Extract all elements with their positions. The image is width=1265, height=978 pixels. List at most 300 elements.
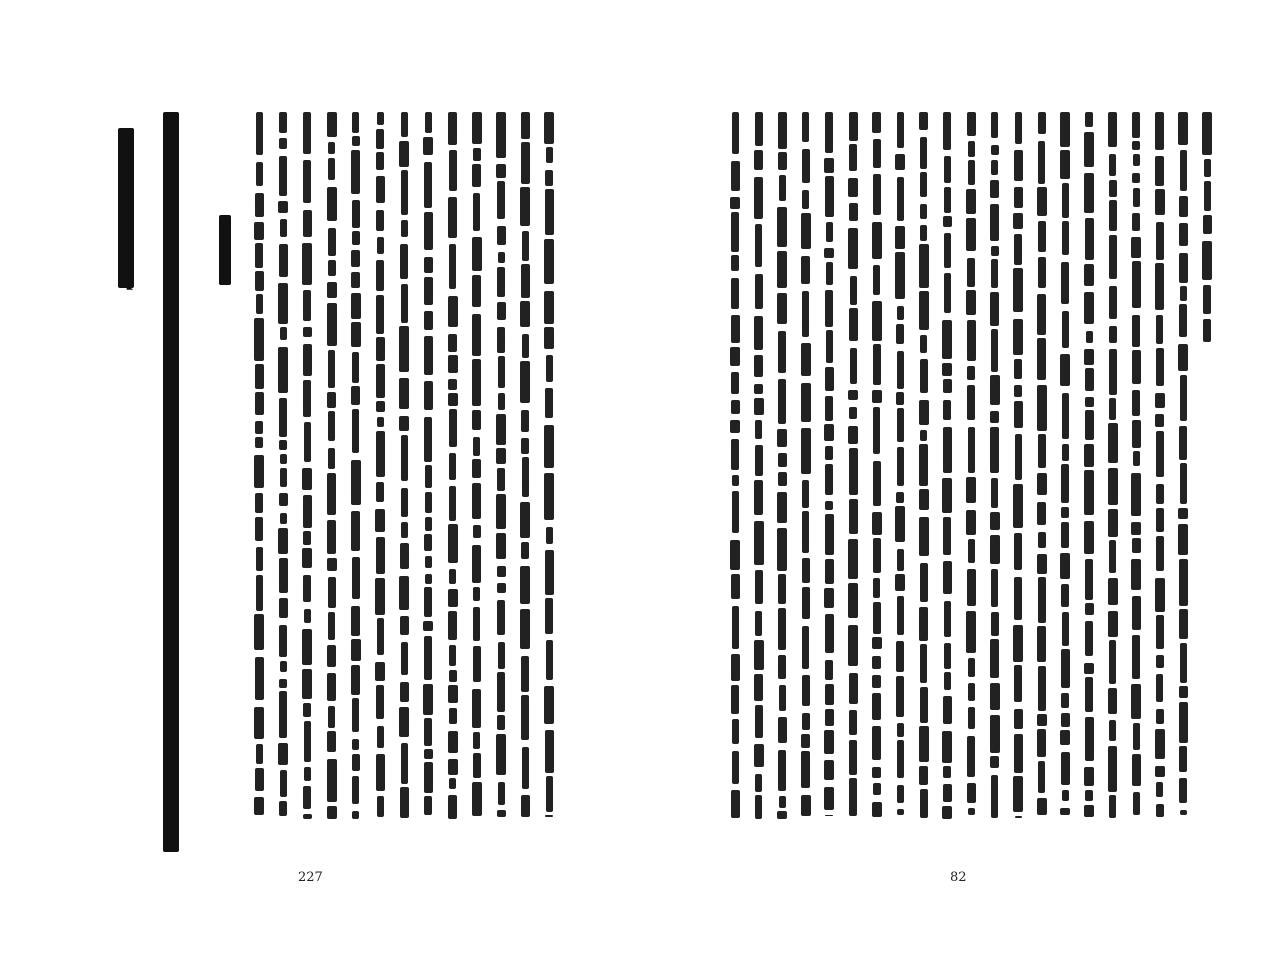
glyph-run	[942, 363, 952, 376]
glyph-run	[731, 400, 740, 415]
glyph-run	[991, 612, 999, 636]
glyph-run	[351, 639, 361, 661]
glyph-run	[1085, 621, 1093, 656]
glyph-run	[1132, 261, 1141, 307]
glyph-run	[968, 539, 975, 563]
glyph-run	[731, 654, 740, 681]
glyph-run	[1108, 468, 1118, 505]
text-column	[470, 112, 484, 822]
glyph-run	[1014, 187, 1023, 208]
glyph-run	[801, 734, 810, 748]
glyph-run	[754, 384, 763, 394]
glyph-run	[328, 577, 336, 608]
glyph-run	[279, 112, 287, 133]
glyph-run	[545, 388, 553, 418]
glyph-run	[873, 265, 880, 296]
glyph-run	[279, 801, 287, 816]
glyph-run	[399, 707, 409, 737]
text-column	[1011, 112, 1025, 822]
right-page	[632, 0, 1265, 978]
glyph-run	[1132, 141, 1140, 151]
glyph-run	[1061, 649, 1070, 688]
glyph-run	[328, 228, 336, 256]
glyph-run	[327, 731, 336, 753]
glyph-run	[730, 197, 740, 209]
glyph-run	[1178, 508, 1188, 519]
glyph-run	[376, 337, 385, 361]
glyph-run	[825, 660, 833, 681]
glyph-run	[991, 112, 998, 138]
glyph-run	[801, 213, 811, 250]
glyph-run	[1060, 150, 1070, 179]
glyph-run	[473, 437, 480, 456]
glyph-run	[968, 658, 975, 677]
glyph-run	[473, 587, 480, 602]
glyph-run	[497, 267, 505, 298]
glyph-run	[848, 228, 858, 269]
glyph-run	[919, 112, 928, 130]
glyph-run	[377, 417, 384, 427]
glyph-run	[376, 210, 384, 231]
glyph-run	[1060, 808, 1070, 815]
glyph-run	[1084, 292, 1094, 324]
glyph-run	[449, 150, 457, 192]
glyph-run	[920, 644, 927, 684]
glyph-run	[1084, 470, 1094, 514]
text-column	[1153, 112, 1167, 822]
glyph-run	[1038, 141, 1045, 184]
glyph-run	[895, 506, 905, 542]
glyph-run	[521, 142, 530, 185]
glyph-run	[1156, 348, 1164, 387]
glyph-run	[873, 578, 880, 598]
glyph-run	[730, 347, 740, 366]
glyph-run	[498, 642, 505, 669]
glyph-run	[1013, 484, 1023, 528]
glyph-run	[424, 636, 432, 679]
glyph-run	[327, 645, 336, 667]
glyph-run	[1085, 112, 1093, 127]
text-column	[1058, 112, 1072, 822]
glyph-run	[943, 561, 952, 594]
glyph-run	[848, 625, 858, 665]
glyph-run	[377, 796, 384, 817]
glyph-run	[278, 528, 288, 554]
glyph-run	[872, 390, 882, 403]
glyph-run	[280, 513, 287, 524]
glyph-run	[872, 726, 881, 760]
glyph-run	[327, 558, 337, 571]
text-column	[1106, 112, 1120, 822]
glyph-run	[256, 162, 263, 186]
glyph-run	[1085, 368, 1094, 391]
glyph-run	[328, 411, 335, 441]
glyph-run	[1131, 522, 1141, 535]
glyph-run	[896, 676, 904, 717]
glyph-run	[255, 768, 264, 791]
glyph-run	[731, 255, 739, 271]
glyph-run	[754, 480, 763, 515]
glyph-run	[1013, 319, 1023, 355]
glyph-run	[521, 656, 529, 693]
glyph-run	[944, 601, 951, 638]
glyph-run	[472, 782, 482, 816]
glyph-run	[897, 306, 904, 321]
glyph-run	[1156, 315, 1163, 344]
glyph-run	[991, 145, 999, 155]
glyph-run	[755, 611, 762, 636]
glyph-run	[1132, 420, 1141, 448]
chapter-heading	[160, 112, 182, 852]
glyph-run	[448, 524, 458, 563]
glyph-run	[825, 446, 833, 460]
glyph-run	[919, 607, 928, 641]
glyph-run	[1038, 577, 1046, 622]
glyph-run	[849, 673, 858, 705]
glyph-run	[448, 379, 457, 390]
glyph-run	[991, 329, 998, 372]
glyph-run	[303, 290, 311, 322]
glyph-run	[779, 175, 786, 202]
glyph-run	[1155, 189, 1165, 215]
glyph-run	[399, 326, 409, 372]
glyph-run	[327, 759, 337, 802]
glyph-run	[279, 558, 288, 594]
glyph-run	[849, 203, 858, 221]
glyph-run	[449, 645, 456, 666]
glyph-run	[1015, 434, 1022, 480]
glyph-run	[473, 732, 480, 749]
glyph-run	[1131, 684, 1141, 719]
glyph-run	[990, 180, 999, 199]
glyph-run	[1061, 713, 1070, 727]
glyph-run	[352, 739, 359, 751]
glyph-run	[425, 574, 432, 584]
glyph-run	[896, 324, 904, 344]
glyph-run	[424, 336, 433, 374]
text-column	[728, 112, 742, 822]
glyph-run	[1179, 609, 1188, 640]
glyph-run	[990, 683, 1000, 710]
glyph-run	[942, 806, 952, 819]
glyph-run	[777, 528, 787, 571]
glyph-run	[424, 162, 432, 207]
glyph-run	[520, 502, 530, 538]
glyph-run	[1179, 559, 1188, 605]
glyph-run	[967, 112, 976, 136]
glyph-run	[1180, 286, 1187, 301]
glyph-run	[778, 379, 786, 424]
glyph-run	[801, 343, 811, 376]
glyph-run	[328, 142, 335, 154]
glyph-run	[522, 334, 529, 358]
glyph-run	[1109, 154, 1116, 177]
glyph-run	[824, 424, 834, 441]
glyph-run	[873, 783, 881, 795]
glyph-run	[498, 252, 505, 263]
glyph-run	[544, 291, 554, 324]
glyph-run	[545, 189, 554, 234]
glyph-run	[424, 257, 433, 273]
glyph-run	[1204, 181, 1211, 211]
glyph-run	[1132, 213, 1140, 231]
glyph-run	[801, 383, 811, 422]
glyph-run	[824, 730, 834, 754]
glyph-run	[497, 566, 506, 578]
glyph-run	[255, 517, 263, 541]
glyph-run	[968, 808, 975, 815]
glyph-run	[1037, 502, 1046, 525]
glyph-run	[1202, 112, 1212, 155]
glyph-run	[521, 795, 530, 817]
glyph-run	[967, 569, 976, 605]
glyph-run	[732, 491, 739, 534]
glyph-run	[424, 762, 433, 794]
glyph-run	[1131, 237, 1141, 259]
glyph-run	[1037, 798, 1047, 815]
glyph-run	[731, 161, 740, 192]
text-column	[1082, 112, 1096, 822]
glyph-run	[991, 569, 998, 607]
glyph-run	[1155, 414, 1164, 427]
glyph-run	[824, 158, 834, 173]
glyph-run	[472, 237, 482, 272]
glyph-run	[1108, 578, 1118, 605]
glyph-run	[401, 284, 408, 324]
glyph-run	[1108, 746, 1117, 793]
glyph-run	[849, 407, 857, 419]
glyph-run	[1085, 677, 1093, 712]
glyph-run	[352, 352, 359, 383]
glyph-run	[280, 661, 287, 672]
glyph-run	[424, 796, 432, 815]
glyph-run	[327, 673, 336, 701]
glyph-run	[944, 672, 951, 690]
glyph-run	[256, 744, 263, 764]
glyph-run	[303, 160, 311, 204]
glyph-run	[777, 207, 787, 247]
glyph-run	[425, 517, 432, 531]
glyph-run	[375, 662, 385, 681]
glyph-run	[497, 715, 505, 730]
glyph-run	[778, 608, 786, 651]
glyph-run	[967, 320, 976, 360]
glyph-run	[732, 719, 739, 744]
glyph-run	[943, 112, 951, 150]
glyph-run	[376, 482, 384, 502]
glyph-run	[1133, 154, 1140, 166]
glyph-run	[399, 141, 409, 168]
glyph-run	[1156, 674, 1163, 702]
glyph-run	[351, 150, 360, 195]
glyph-run	[399, 416, 409, 431]
glyph-run	[328, 260, 336, 276]
glyph-run	[1156, 615, 1164, 649]
glyph-run	[449, 453, 456, 481]
glyph-run	[943, 379, 952, 393]
glyph-run	[966, 611, 976, 653]
glyph-run	[1061, 584, 1069, 607]
glyph-run	[496, 533, 506, 559]
glyph-run	[352, 754, 360, 771]
glyph-run	[801, 428, 811, 473]
glyph-run	[802, 675, 810, 707]
glyph-run	[1156, 508, 1164, 532]
glyph-run	[990, 292, 999, 327]
glyph-run	[328, 350, 335, 388]
glyph-run	[920, 563, 928, 602]
glyph-run	[1062, 221, 1069, 255]
glyph-run	[279, 598, 288, 618]
glyph-run	[351, 272, 360, 288]
glyph-run	[897, 809, 904, 815]
glyph-run	[920, 359, 928, 393]
glyph-run	[849, 710, 857, 735]
glyph-run	[755, 795, 762, 819]
glyph-run	[255, 437, 263, 448]
glyph-run	[754, 521, 764, 565]
glyph-run	[1156, 804, 1164, 817]
glyph-run	[327, 520, 336, 554]
glyph-run	[254, 707, 264, 739]
glyph-run	[943, 216, 952, 227]
glyph-run	[1038, 434, 1046, 469]
glyph-run	[473, 753, 481, 779]
glyph-run	[1084, 349, 1094, 366]
glyph-run	[919, 726, 929, 762]
glyph-run	[731, 790, 740, 818]
glyph-run	[448, 393, 458, 406]
glyph-run	[778, 655, 786, 679]
glyph-run	[1203, 215, 1212, 234]
glyph-run	[730, 420, 740, 433]
glyph-run	[990, 639, 999, 679]
glyph-run	[472, 689, 481, 727]
glyph-run	[1180, 463, 1187, 504]
glyph-run	[755, 112, 763, 146]
glyph-run	[966, 477, 976, 503]
glyph-run	[1061, 507, 1069, 518]
text-column	[846, 112, 860, 822]
glyph-run	[377, 112, 384, 125]
glyph-run	[1203, 319, 1211, 342]
glyph-run	[1179, 196, 1188, 217]
glyph-run	[872, 693, 881, 720]
glyph-run	[1084, 444, 1094, 468]
glyph-run	[498, 356, 505, 389]
glyph-run	[730, 540, 740, 570]
glyph-run	[302, 629, 312, 665]
glyph-run	[1179, 778, 1187, 803]
glyph-run	[1037, 294, 1046, 335]
glyph-run	[897, 549, 904, 571]
glyph-run	[424, 311, 433, 330]
section-bracket: 【	[117, 273, 134, 292]
glyph-run	[497, 583, 506, 593]
glyph-run	[1062, 183, 1069, 217]
glyph-run	[496, 112, 506, 158]
glyph-run	[1062, 393, 1069, 438]
glyph-run	[472, 359, 481, 405]
glyph-run	[496, 164, 506, 178]
glyph-run	[990, 535, 1000, 564]
glyph-run	[448, 685, 458, 703]
glyph-run	[1061, 522, 1069, 549]
glyph-run	[754, 316, 763, 351]
glyph-run	[424, 417, 432, 461]
glyph-run	[1108, 112, 1117, 147]
glyph-run	[849, 448, 858, 494]
glyph-run	[1155, 393, 1165, 408]
glyph-run	[1062, 612, 1069, 646]
glyph-run	[520, 566, 530, 605]
glyph-run	[754, 640, 764, 670]
glyph-run	[278, 201, 288, 213]
glyph-run	[919, 244, 929, 288]
glyph-run	[777, 251, 787, 288]
glyph-run	[1014, 533, 1022, 571]
glyph-run	[352, 698, 359, 732]
glyph-run	[449, 708, 457, 724]
glyph-run	[256, 112, 263, 155]
glyph-run	[448, 197, 457, 238]
glyph-run	[1131, 473, 1141, 515]
glyph-run	[401, 112, 408, 137]
glyph-run	[1014, 234, 1022, 265]
text-column	[397, 112, 411, 822]
glyph-run	[826, 222, 833, 243]
glyph-run	[520, 361, 530, 404]
glyph-run	[399, 576, 409, 610]
glyph-run	[1038, 112, 1046, 134]
glyph-run	[873, 139, 881, 168]
text-column	[494, 112, 508, 822]
glyph-run	[778, 472, 787, 486]
glyph-run	[449, 778, 456, 789]
glyph-run	[278, 347, 288, 392]
glyph-run	[872, 802, 882, 817]
glyph-run	[990, 375, 1000, 405]
glyph-run	[896, 641, 904, 672]
glyph-run	[473, 646, 481, 683]
glyph-run	[401, 642, 408, 676]
glyph-run	[801, 256, 810, 284]
glyph-run	[327, 806, 337, 819]
glyph-run	[375, 509, 385, 533]
glyph-run	[303, 786, 311, 809]
glyph-run	[472, 483, 481, 520]
glyph-run	[944, 156, 951, 184]
glyph-run	[778, 152, 787, 170]
glyph-run	[1013, 776, 1023, 812]
glyph-run	[497, 181, 505, 219]
glyph-run	[732, 751, 739, 785]
glyph-run	[448, 112, 457, 145]
glyph-run	[1038, 666, 1046, 711]
glyph-run	[826, 262, 833, 285]
glyph-run	[351, 665, 360, 695]
glyph-run	[754, 744, 764, 768]
glyph-run	[850, 348, 857, 384]
text-column	[1129, 112, 1143, 822]
glyph-run	[919, 766, 928, 786]
glyph-run	[352, 811, 359, 819]
glyph-run	[1062, 444, 1069, 462]
glyph-run	[731, 315, 740, 343]
glyph-run	[400, 244, 408, 279]
glyph-run	[521, 112, 530, 139]
glyph-run	[1180, 150, 1187, 191]
